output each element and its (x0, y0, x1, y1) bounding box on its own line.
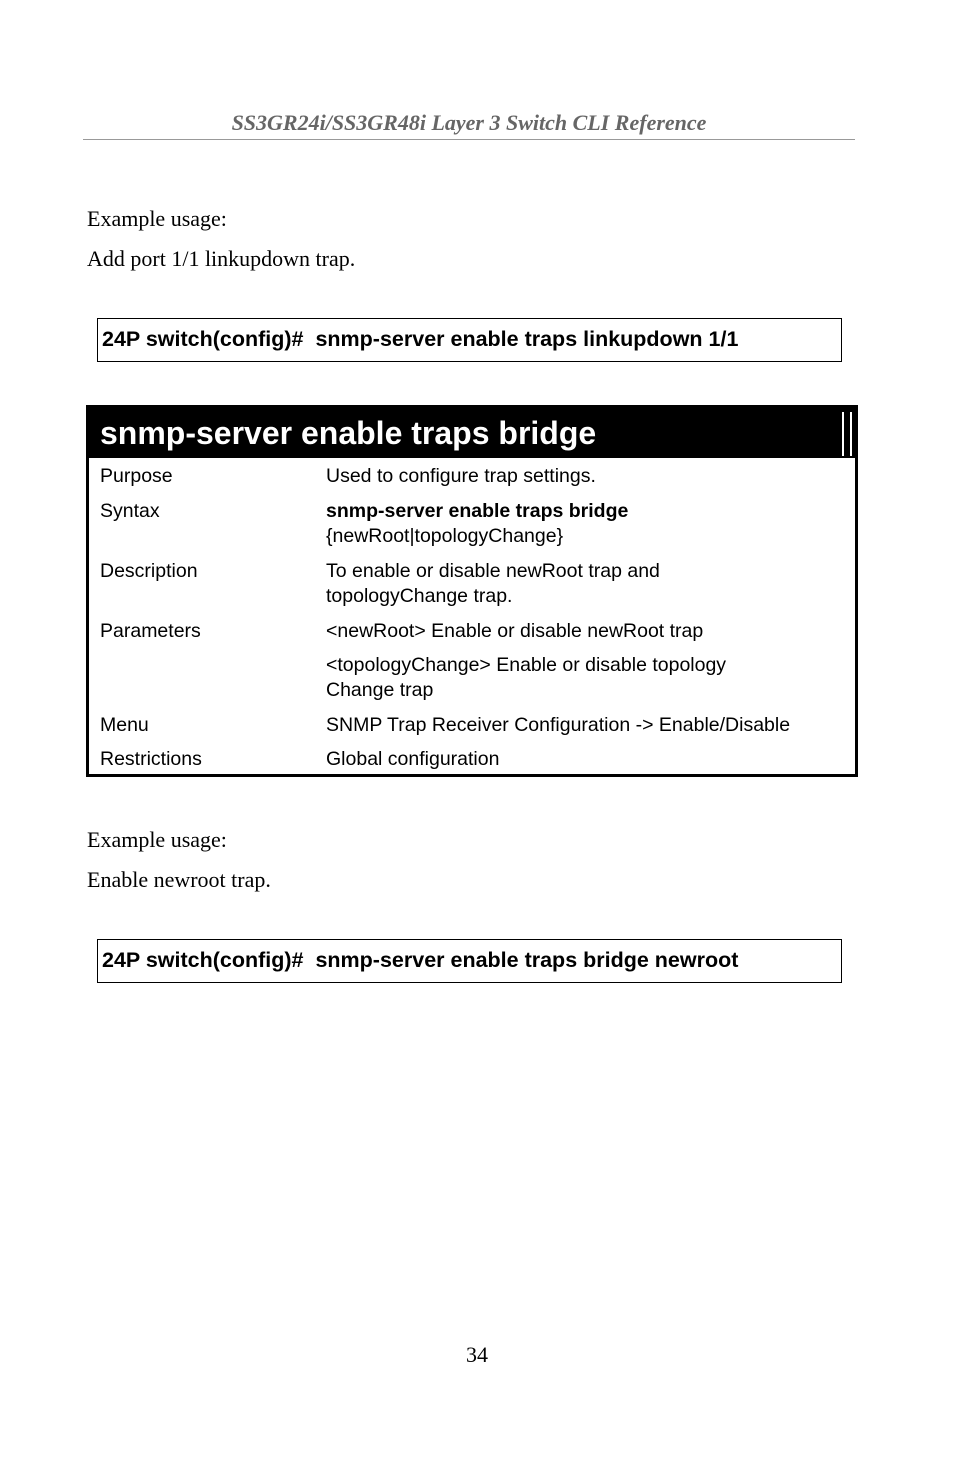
command-example-box: 24P switch(config)# snmp-server enable traps linkupdown 1/1 (97, 318, 842, 362)
description-line: To enable or disable newRoot trap and (326, 560, 660, 582)
menu-label: Menu (100, 714, 149, 736)
parameter-newroot: <newRoot> Enable or disable newRoot trap (326, 620, 704, 642)
menu-value: SNMP Trap Receiver Configuration -> Enable/Disable (326, 714, 791, 736)
description-line: topologyChange trap. (326, 585, 513, 607)
syntax-label: Syntax (100, 500, 160, 522)
running-header: SS3GR24i/SS3GR48i Layer 3 Switch CLI Reference (231, 110, 707, 135)
purpose-value: Used to configure trap settings. (326, 465, 596, 487)
example-usage-label: Example usage: (87, 206, 227, 231)
command-title: snmp-server enable traps bridge (100, 415, 597, 451)
title-bar-divider (842, 412, 844, 456)
parameter-topologychange-continued: Change trap (326, 679, 434, 701)
command-reference-table (86, 405, 858, 777)
title-bar-divider (850, 412, 852, 456)
example-description: Add port 1/1 linkupdown trap. (87, 246, 356, 271)
syntax-command: snmp-server enable traps bridge (326, 500, 629, 522)
purpose-label: Purpose (100, 465, 173, 487)
syntax-arguments: {newRoot|topologyChange} (326, 525, 564, 547)
parameter-topologychange: <topologyChange> Enable or disable topology (326, 654, 727, 676)
command-example-box: 24P switch(config)# snmp-server enable traps bridge newroot (97, 939, 842, 983)
restrictions-value: Global configuration (326, 748, 500, 770)
example-usage-label: Example usage: (87, 827, 227, 852)
command-title-bar (89, 408, 855, 458)
page-number: 34 (466, 1342, 488, 1367)
restrictions-label: Restrictions (100, 748, 202, 770)
example-description: Enable newroot trap. (87, 867, 271, 892)
description-label: Description (100, 560, 198, 582)
parameters-label: Parameters (100, 620, 201, 642)
header-rule (83, 139, 855, 140)
